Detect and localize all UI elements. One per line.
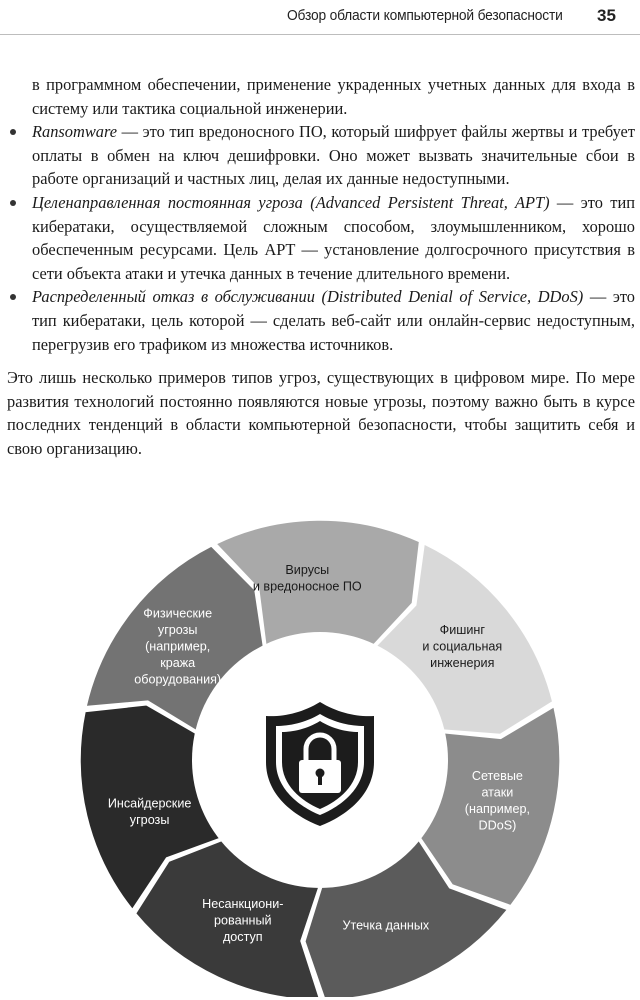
segment-label-line: Физические	[143, 606, 213, 621]
bullet-term: Ransomware	[32, 122, 117, 142]
segment-label-line: атаки	[481, 785, 514, 800]
page-header	[0, 0, 640, 35]
segment-label	[343, 918, 430, 932]
bullet-term: Распределенный отказ в обслуживании (Distributed Denial of Service, DDoS)	[32, 287, 584, 307]
segment-label-line: Утечка данных	[342, 918, 430, 933]
bullet-item-ransomware	[7, 120, 635, 191]
segment-label-line: оборудования)	[134, 672, 222, 687]
segment-label-line: кража	[160, 656, 196, 670]
bullet-text: — это тип кибератаки, осуществляемой сложным способом, злоумышленником, хорошо обеспеченным ресурсами. Цель APT — установление долгосрочного присутствия в сети объекта атаки и утечка данных в течение длительного времени.	[32, 192, 635, 283]
segment-label-line: (например,	[464, 801, 530, 816]
segment-label-line: инженерия	[430, 656, 495, 670]
running-title: Обзор области компьютерной безопасности	[287, 7, 563, 24]
segment-label	[134, 607, 221, 687]
body-text	[7, 73, 635, 461]
bullet-item-apt	[7, 191, 635, 285]
segment-label-line: и вредоносное ПО	[252, 579, 362, 594]
bullet-text: — это тип вредоносного ПО, который шифрует файлы жертвы и требует оплаты в обмен на ключ дешифровки. Оно может вызвать значительные сбои в работе организаций и частных лиц, делая их данные недоступными.	[32, 122, 635, 189]
segment-label-line: Несанкциони-	[202, 896, 284, 911]
segment-label-line: Сетевые	[471, 768, 523, 783]
continued-bullet-text: в программном обеспечении, применение украденных учетных данных для входа в систему или тактика социальной инженерии.	[32, 75, 635, 118]
segment-label-line: Инсайдерские	[107, 796, 192, 811]
threat-types-diagram	[80, 517, 560, 997]
summary-paragraph: Это лишь несколько примеров типов угроз, существующих в цифровом мире. По мере развития технологий постоянно появляются новые угрозы, поэтому важно быть в курсе последних тенденций в области компьютерной безопасности, чтобы защитить себя и свою организацию.	[7, 368, 635, 458]
segment-label-line: угрозы	[157, 623, 198, 637]
bullet-item-ddos	[7, 285, 635, 356]
segment-label-line: (например,	[145, 639, 211, 654]
bullet-term: Целенаправленная постоянная угроза (Advanced Persistent Threat, APT)	[32, 192, 550, 212]
threat-wheel	[80, 517, 560, 997]
segment-label-line: Фишинг	[439, 623, 485, 637]
segment-label-line: Вирусы	[285, 563, 330, 578]
bullet-text: — это тип кибератаки, цель которой — сделать веб-сайт или онлайн-сервис недоступным, перегрузив его трафиком из множества источников.	[32, 287, 636, 354]
segment-label-line: доступ	[222, 929, 263, 944]
page-number: 35	[597, 6, 616, 25]
segment-label-line: угрозы	[129, 812, 170, 827]
segment-label-line: рованный	[214, 913, 272, 928]
segment-label-line: и социальная	[422, 639, 503, 654]
segment-label-line: DDoS)	[478, 818, 517, 833]
